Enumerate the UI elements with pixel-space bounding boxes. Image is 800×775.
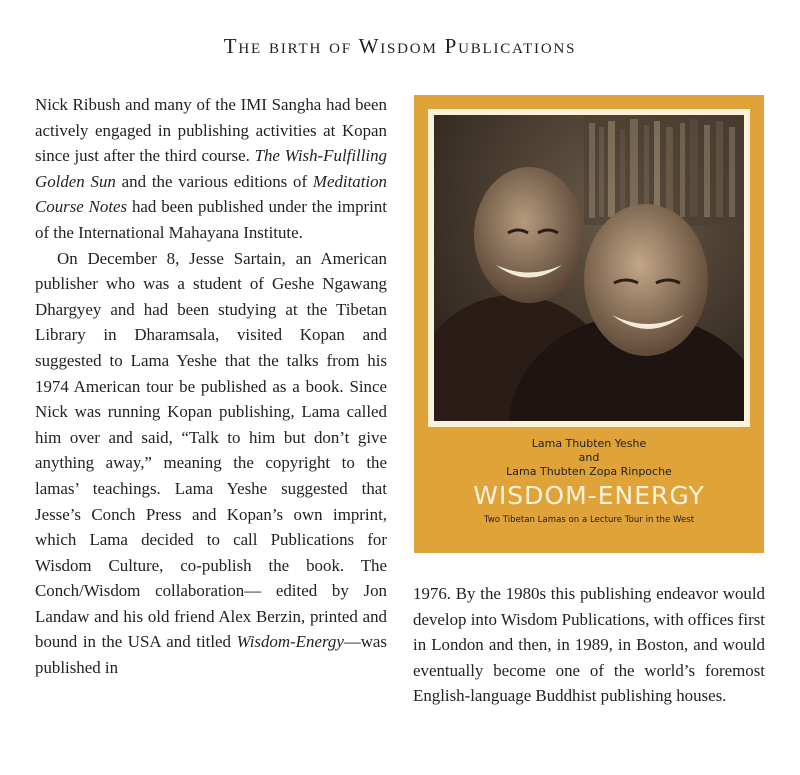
body-text: and the various editions of	[115, 171, 313, 191]
cover-photo	[434, 115, 744, 421]
body-text: had been published under the imprint of the International Mahayana Institute.	[35, 197, 387, 242]
cover-and: and	[578, 451, 600, 464]
body-text: On December 8, Jesse Sartain, an American publisher who was a student of Geshe Ngawang Dhargyey and had been studying at the Tibetan Library in Dharamsala, visited Kopan and suggested to Lama Yeshe that the talks from his 1974 American tour be published as a book. Since Nick was running Kopan publishing, Lama called him over and said, “Talk to him but don’t give anything away,” meaning the copyright to the lamas’ teachings. Lama Yeshe suggested that Jesse’s Conch Press and Kopan’s own imprint, which Lama decided to call Publications for Wisdom Culture, co-publish the book. The Conch/Wisdom collaboration— edited by Jon Landaw and his old friend Alex Berzin, printed and bound in the USA and titled	[35, 248, 387, 652]
left-column	[35, 92, 387, 681]
body-text: Nick Ribush and many of the IMI Sangha had been actively engaged in publishing activities at Kopan since just after the third course.	[35, 95, 387, 166]
cover-author-1: Lama Thubten Yeshe	[531, 437, 647, 450]
body-text: —was published in	[35, 632, 387, 678]
lamas-photo-illustration	[434, 115, 744, 421]
italic-title-text: Wisdom-Energy	[236, 632, 344, 652]
italic-title-text: Meditation Course Notes	[35, 171, 387, 217]
book-cover-image	[414, 95, 764, 553]
page-heading: The birth of Wisdom Publications	[223, 34, 577, 58]
paragraph-3: 1976. By the 1980s this publishing endeavor would develop into Wisdom Publications, with offices first in London and then, in 1989, in Boston, and would eventually become one of the world’s foremost English-language Buddhist publishing houses.	[413, 584, 765, 706]
cover-title: WISDOM-ENERGY	[473, 481, 705, 510]
paragraph-2	[35, 246, 387, 681]
italic-title-text: The Wish-Fulfilling Golden Sun	[35, 146, 387, 191]
cover-author-2: Lama Thubten Zopa Rinpoche	[506, 465, 672, 478]
cover-subtitle: Two Tibetan Lamas on a Lecture Tour in the West	[483, 515, 695, 525]
paragraph-1	[35, 92, 387, 246]
right-column	[413, 581, 765, 709]
cover-photo-frame	[428, 109, 750, 427]
